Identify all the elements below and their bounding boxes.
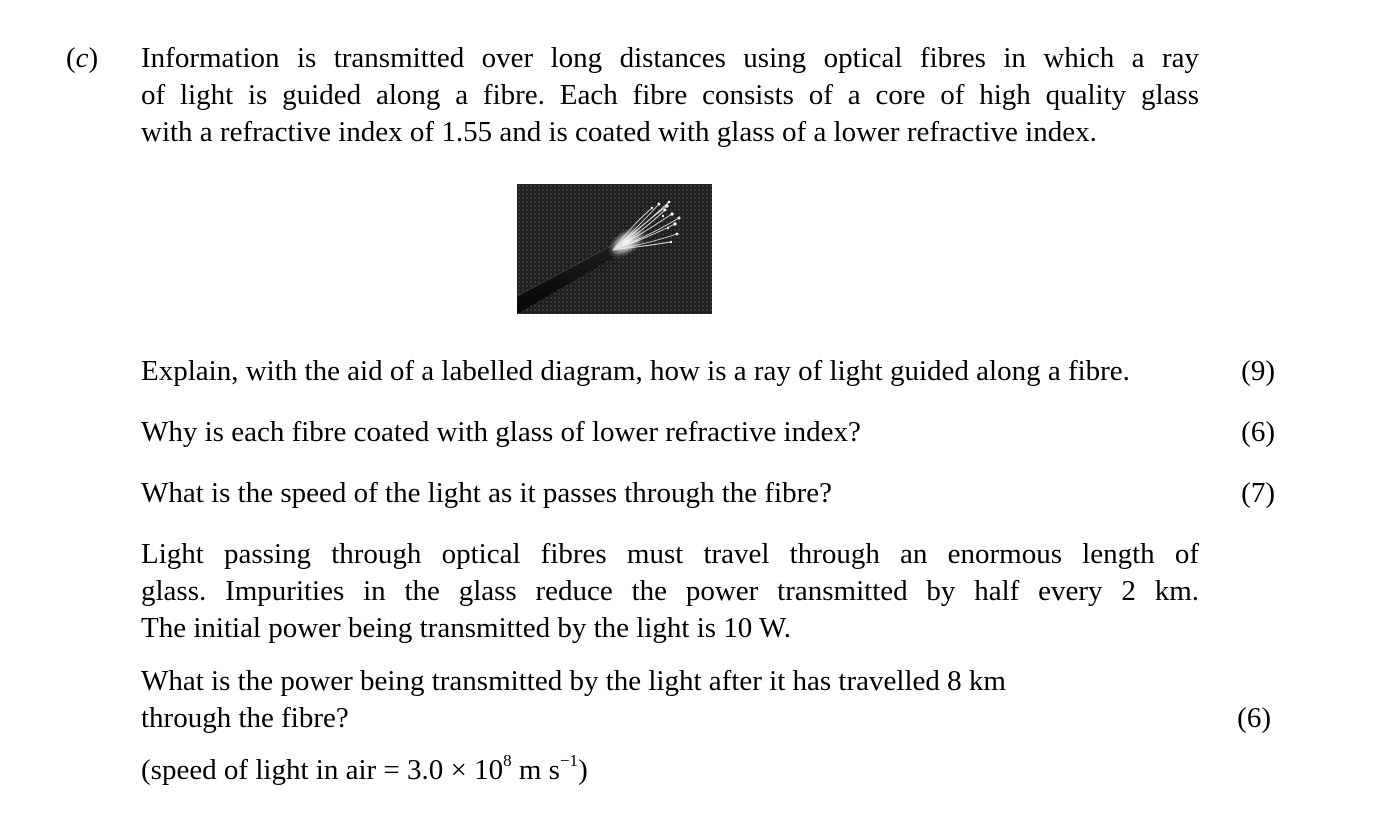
question-text: What is the power being transmitted by the light after it has travelled 8 km — [141, 665, 1006, 697]
exponent: 8 — [503, 751, 512, 770]
given-unit: m s — [511, 754, 560, 786]
marks-label: (6) — [1241, 416, 1275, 448]
given-suffix: ) — [578, 754, 588, 786]
marks-label: (9) — [1241, 355, 1275, 387]
intro-line: of light is guided along a fibre. Each fibre consists of a core of high quality glass — [141, 79, 1199, 111]
question-text: Why is each fibre coated with glass of lower refractive index? — [141, 416, 861, 448]
marks-label: (6) — [1237, 702, 1271, 734]
part-label: (c) — [66, 42, 99, 74]
intro-paragraph — [141, 40, 1199, 151]
question-text: What is the speed of the light as it passes through the fibre? — [141, 477, 832, 509]
optical-fibre-photo — [517, 184, 712, 314]
power-paragraph — [141, 536, 1199, 647]
power-line: Light passing through optical fibres must travel through an enormous length of — [141, 538, 1199, 570]
question-text: Explain, with the aid of a labelled diagram, how is a ray of light guided along a fibre. — [141, 355, 1130, 387]
question-text: through the fibre? — [141, 702, 349, 734]
intro-line: Information is transmitted over long distances using optical fibres in which a ray — [141, 42, 1199, 74]
power-line: The initial power being transmitted by the light is 10 W. — [141, 612, 791, 644]
exponent: −1 — [559, 751, 579, 770]
sub-question-4 — [141, 663, 1271, 737]
intro-line: with a refractive index of 1.55 and is coated with glass of a lower refractive index. — [141, 116, 1097, 148]
power-line: glass. Impurities in the glass reduce the power transmitted by half every 2 km. — [141, 575, 1199, 607]
marks-label: (7) — [1241, 477, 1275, 509]
given-prefix: (speed of light in air = 3.0 × 10 — [141, 754, 504, 786]
given-constant — [141, 752, 588, 789]
